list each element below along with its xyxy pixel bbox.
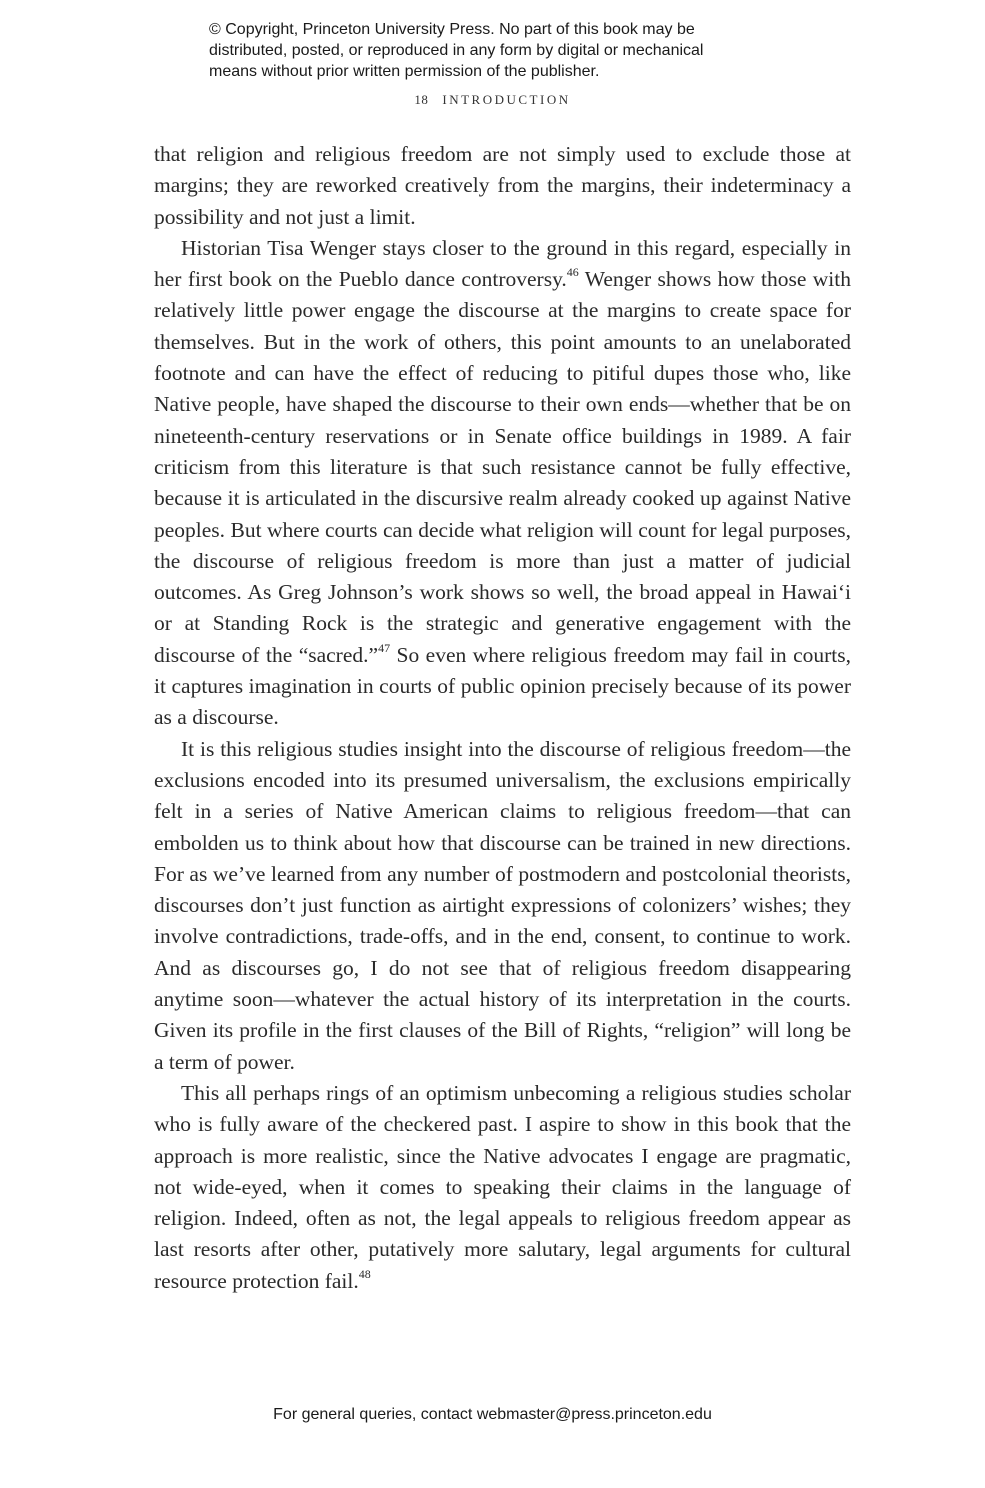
paragraph-text: Historian Tisa Wenger stays closer to the ground in this regard, especially in her first book on the Pueblo dance controversy. bbox=[154, 235, 851, 292]
paragraph bbox=[154, 139, 851, 233]
footnote-ref[interactable]: 47 bbox=[378, 640, 391, 655]
copyright-line: distributed, posted, or reproduced in any form by digital or mechanical bbox=[209, 42, 704, 59]
paragraph bbox=[154, 734, 851, 1078]
copyright-notice bbox=[209, 19, 809, 82]
footnote-ref[interactable]: 48 bbox=[358, 1266, 371, 1281]
paragraph-text: It is this religious studies insight into the discourse of religious freedom—the exclusions encoded into its presumed universalism, the exclusions empirically felt in a series of Native American claims to religious freedom—that can embolden us to think about how that discourse can be trained in new directions. For as we’ve learned from any number of postmodern and postcolonial theorists, discourses don’t just function as airtight expressions of colonizers’ wishes; they involve contradictions, trade-offs, and in the end, consent, to continue to work. And as discourses go, I do not see that of religious freedom disappearing anytime soon—whatever the actual history of its interpretation in the courts. Given its profile in the first clauses of the Bill of Rights, “religion” will long be a term of power. bbox=[154, 736, 851, 1074]
page-number: 18 bbox=[414, 92, 429, 107]
paragraph bbox=[154, 1078, 851, 1297]
section-title: INTRODUCTION bbox=[442, 92, 571, 107]
paragraph-text: So even where religious freedom may fail in courts, it captures imagination in courts of public opinion precisely because of its power as a discourse. bbox=[154, 642, 851, 730]
body-text bbox=[154, 139, 851, 1297]
copyright-line: © Copyright, Princeton University Press. No part of this book may be bbox=[209, 21, 695, 38]
footnote-ref[interactable]: 46 bbox=[566, 265, 579, 280]
running-head bbox=[0, 92, 985, 108]
paragraph bbox=[154, 233, 851, 734]
paragraph-text: This all perhaps rings of an optimism unbecoming a religious studies scholar who is fully aware of the checkered past. I aspire to show in this book that the approach is more realistic, since the Native advocates I engage are pragmatic, not wide-eyed, when it comes to speaking their claims in the language of religion. Indeed, often as not, the legal appeals to religious freedom appear as last resorts after other, putatively more salutary, legal arguments for cultural resource protection fail. bbox=[154, 1080, 851, 1293]
footer-contact: For general queries, contact webmaster@press.princeton.edu bbox=[273, 1406, 712, 1423]
copyright-line: means without prior written permission of the publisher. bbox=[209, 63, 600, 80]
paragraph-text: Wenger shows how those with relatively little power engage the discourse at the margins to create space for themselves. But in the work of others, this point amounts to an unelaborated footnote and can have the effect of reducing to pitiful dupes those who, like Native people, have shaped the discourse to their own ends—whether that be on nineteenth-century reservations or in Senate office buildings in 1989. A fair criticism from this literature is that such resistance cannot be fully effective, because it is articulated in the discursive realm already cooked up against Native peoples. But where courts can decide what religion will count for legal purposes, the discourse of religious freedom is more than just a matter of judicial outcomes. As Greg Johnson’s work shows so well, the broad appeal in Hawai‘i or at Standing Rock is the strategic and generative engagement with the discourse of the “sacred.” bbox=[154, 267, 851, 667]
paragraph-text: that religion and religious freedom are not simply used to exclude those at margins; they are reworked creatively from the margins, their indeterminacy a possibility and not just a limit. bbox=[154, 142, 851, 229]
